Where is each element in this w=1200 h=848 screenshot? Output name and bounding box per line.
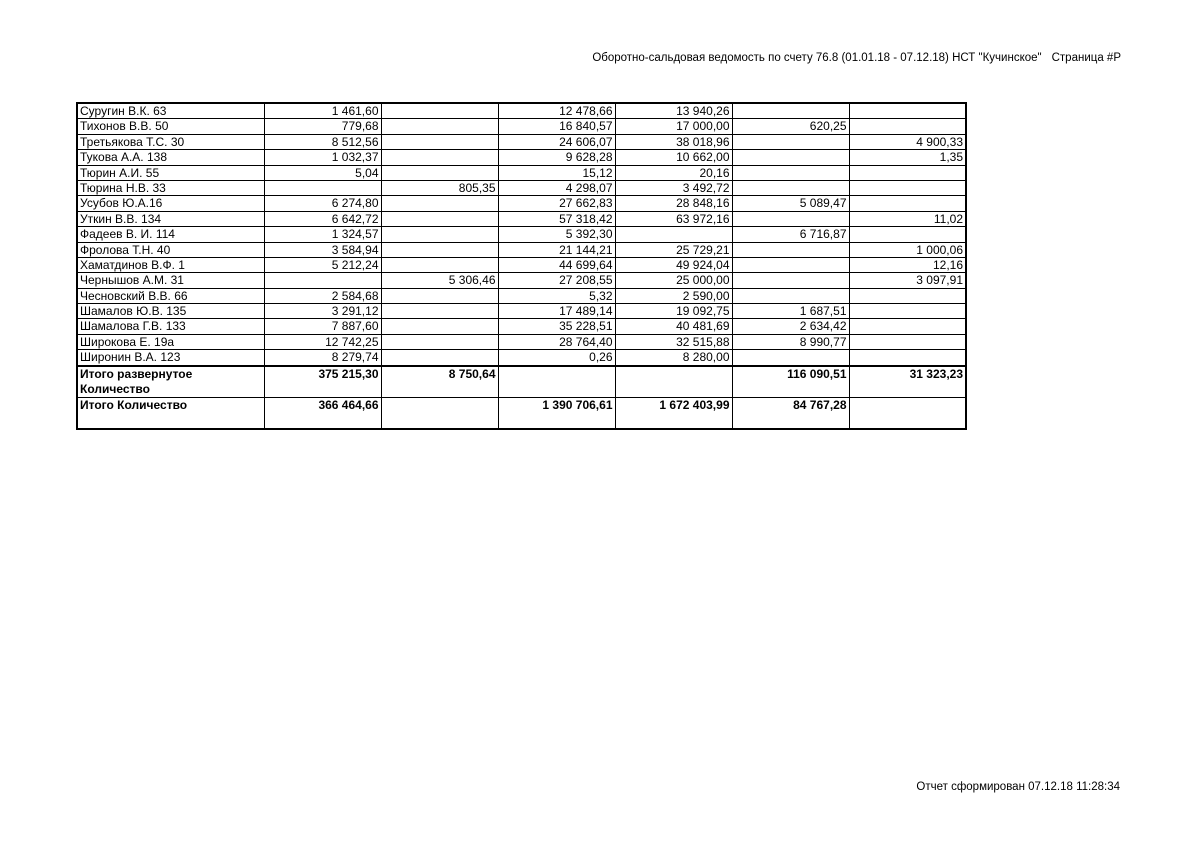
value-cell xyxy=(849,319,966,334)
value-cell: 12,16 xyxy=(849,257,966,272)
value-cell: 2 634,42 xyxy=(732,319,849,334)
value-cell: 21 144,21 xyxy=(498,242,615,257)
value-cell: 2 590,00 xyxy=(615,288,732,303)
table-row xyxy=(77,319,966,334)
value-cell: 6 274,80 xyxy=(264,196,381,211)
total-value-cell: 84 767,28 xyxy=(732,397,849,429)
total-value-cell xyxy=(498,366,615,398)
value-cell: 4 900,33 xyxy=(849,134,966,149)
value-cell: 40 481,69 xyxy=(615,319,732,334)
value-cell: 1 461,60 xyxy=(264,103,381,119)
value-cell xyxy=(732,180,849,195)
value-cell: 17 489,14 xyxy=(498,304,615,319)
value-cell: 19 092,75 xyxy=(615,304,732,319)
value-cell: 28 848,16 xyxy=(615,196,732,211)
row-name-cell: Чесновский В.В. 66 xyxy=(77,288,264,303)
value-cell xyxy=(381,134,498,149)
value-cell xyxy=(381,165,498,180)
value-cell: 0,26 xyxy=(498,350,615,366)
value-cell xyxy=(381,227,498,242)
value-cell: 12 478,66 xyxy=(498,103,615,119)
value-cell: 5,04 xyxy=(264,165,381,180)
report-title: Оборотно-сальдовая ведомость по счету 76.8 (01.01.18 - 07.12.18) НСТ "Кучинское" xyxy=(592,52,1042,64)
page-number: Страница #P xyxy=(1051,52,1121,64)
value-cell xyxy=(849,196,966,211)
value-cell: 25 000,00 xyxy=(615,273,732,288)
total-label-cell: Итого развернутое Количество xyxy=(77,366,264,398)
value-cell: 8 512,56 xyxy=(264,134,381,149)
table-row xyxy=(77,304,966,319)
value-cell xyxy=(381,119,498,134)
value-cell xyxy=(732,242,849,257)
value-cell xyxy=(381,257,498,272)
value-cell xyxy=(849,304,966,319)
value-cell: 805,35 xyxy=(381,180,498,195)
table-row xyxy=(77,273,966,288)
row-name-cell: Фадеев В. И. 114 xyxy=(77,227,264,242)
total-row xyxy=(77,397,966,429)
table-row xyxy=(77,211,966,226)
row-name-cell: Суругин В.К. 63 xyxy=(77,103,264,119)
total-value-cell xyxy=(849,397,966,429)
value-cell: 2 584,68 xyxy=(264,288,381,303)
total-value-cell: 375 215,30 xyxy=(264,366,381,398)
value-cell: 1 032,37 xyxy=(264,150,381,165)
value-cell xyxy=(381,242,498,257)
value-cell xyxy=(732,103,849,119)
table-row xyxy=(77,257,966,272)
row-name-cell: Фролова Т.Н. 40 xyxy=(77,242,264,257)
value-cell xyxy=(264,273,381,288)
row-name-cell: Тюрин А.И. 55 xyxy=(77,165,264,180)
report-generated-footer: Отчет сформирован 07.12.18 11:28:34 xyxy=(916,781,1120,793)
value-cell: 13 940,26 xyxy=(615,103,732,119)
table-row xyxy=(77,196,966,211)
total-value-cell: 1 672 403,99 xyxy=(615,397,732,429)
value-cell: 1,35 xyxy=(849,150,966,165)
value-cell xyxy=(732,257,849,272)
value-cell: 1 000,06 xyxy=(849,242,966,257)
value-cell xyxy=(849,180,966,195)
value-cell: 49 924,04 xyxy=(615,257,732,272)
total-value-cell: 1 390 706,61 xyxy=(498,397,615,429)
value-cell: 9 628,28 xyxy=(498,150,615,165)
value-cell: 5 089,47 xyxy=(732,196,849,211)
value-cell: 28 764,40 xyxy=(498,334,615,349)
value-cell xyxy=(849,227,966,242)
row-name-cell: Третьякова Т.С. 30 xyxy=(77,134,264,149)
value-cell: 15,12 xyxy=(498,165,615,180)
value-cell: 8 279,74 xyxy=(264,350,381,366)
value-cell xyxy=(381,304,498,319)
row-name-cell: Чернышов А.М. 31 xyxy=(77,273,264,288)
value-cell: 779,68 xyxy=(264,119,381,134)
value-cell xyxy=(381,319,498,334)
value-cell: 11,02 xyxy=(849,211,966,226)
row-name-cell: Шамалов Ю.В. 135 xyxy=(77,304,264,319)
total-value-cell xyxy=(615,366,732,398)
value-cell xyxy=(732,350,849,366)
balance-sheet-table xyxy=(76,102,967,430)
value-cell: 1 324,57 xyxy=(264,227,381,242)
value-cell: 12 742,25 xyxy=(264,334,381,349)
value-cell xyxy=(732,165,849,180)
table-row xyxy=(77,134,966,149)
value-cell xyxy=(849,334,966,349)
value-cell: 27 662,83 xyxy=(498,196,615,211)
value-cell: 1 687,51 xyxy=(732,304,849,319)
table-row xyxy=(77,242,966,257)
table-row xyxy=(77,119,966,134)
table-row xyxy=(77,334,966,349)
value-cell: 38 018,96 xyxy=(615,134,732,149)
value-cell: 8 280,00 xyxy=(615,350,732,366)
row-name-cell: Широнин В.А. 123 xyxy=(77,350,264,366)
table-row xyxy=(77,150,966,165)
value-cell xyxy=(849,103,966,119)
value-cell xyxy=(615,227,732,242)
value-cell: 8 990,77 xyxy=(732,334,849,349)
value-cell: 4 298,07 xyxy=(498,180,615,195)
value-cell: 57 318,42 xyxy=(498,211,615,226)
value-cell: 5 212,24 xyxy=(264,257,381,272)
total-value-cell: 8 750,64 xyxy=(381,366,498,398)
value-cell: 3 291,12 xyxy=(264,304,381,319)
value-cell: 44 699,64 xyxy=(498,257,615,272)
value-cell xyxy=(381,196,498,211)
value-cell: 27 208,55 xyxy=(498,273,615,288)
value-cell xyxy=(849,165,966,180)
value-cell xyxy=(732,134,849,149)
value-cell: 5 392,30 xyxy=(498,227,615,242)
table-row xyxy=(77,350,966,366)
row-name-cell: Шамалова Г.В. 133 xyxy=(77,319,264,334)
value-cell: 16 840,57 xyxy=(498,119,615,134)
value-cell xyxy=(381,103,498,119)
row-name-cell: Хаматдинов В.Ф. 1 xyxy=(77,257,264,272)
value-cell: 5 306,46 xyxy=(381,273,498,288)
table-row xyxy=(77,180,966,195)
table-row xyxy=(77,103,966,119)
value-cell xyxy=(732,211,849,226)
value-cell: 10 662,00 xyxy=(615,150,732,165)
table-body xyxy=(77,103,966,429)
value-cell xyxy=(732,288,849,303)
value-cell xyxy=(381,288,498,303)
value-cell xyxy=(381,150,498,165)
value-cell xyxy=(381,334,498,349)
row-name-cell: Тюрина Н.В. 33 xyxy=(77,180,264,195)
row-name-cell: Усубов Ю.А.16 xyxy=(77,196,264,211)
value-cell: 25 729,21 xyxy=(615,242,732,257)
value-cell: 32 515,88 xyxy=(615,334,732,349)
total-value-cell: 366 464,66 xyxy=(264,397,381,429)
value-cell: 24 606,07 xyxy=(498,134,615,149)
value-cell xyxy=(849,288,966,303)
page-header xyxy=(592,52,1121,64)
value-cell: 6 642,72 xyxy=(264,211,381,226)
value-cell xyxy=(732,150,849,165)
value-cell: 620,25 xyxy=(732,119,849,134)
value-cell: 3 492,72 xyxy=(615,180,732,195)
total-value-cell xyxy=(381,397,498,429)
value-cell: 3 097,91 xyxy=(849,273,966,288)
row-name-cell: Уткин В.В. 134 xyxy=(77,211,264,226)
value-cell xyxy=(849,119,966,134)
value-cell: 17 000,00 xyxy=(615,119,732,134)
total-value-cell: 116 090,51 xyxy=(732,366,849,398)
value-cell xyxy=(381,211,498,226)
total-row xyxy=(77,366,966,398)
value-cell xyxy=(732,273,849,288)
table-row xyxy=(77,227,966,242)
row-name-cell: Тихонов В.В. 50 xyxy=(77,119,264,134)
value-cell: 6 716,87 xyxy=(732,227,849,242)
value-cell: 20,16 xyxy=(615,165,732,180)
value-cell: 63 972,16 xyxy=(615,211,732,226)
value-cell xyxy=(849,350,966,366)
value-cell: 7 887,60 xyxy=(264,319,381,334)
table-row xyxy=(77,288,966,303)
value-cell: 5,32 xyxy=(498,288,615,303)
table-row xyxy=(77,165,966,180)
row-name-cell: Широкова Е. 19а xyxy=(77,334,264,349)
total-label-cell: Итого Количество xyxy=(77,397,264,429)
value-cell: 3 584,94 xyxy=(264,242,381,257)
value-cell xyxy=(381,350,498,366)
row-name-cell: Тукова А.А. 138 xyxy=(77,150,264,165)
total-value-cell: 31 323,23 xyxy=(849,366,966,398)
value-cell: 35 228,51 xyxy=(498,319,615,334)
value-cell xyxy=(264,180,381,195)
